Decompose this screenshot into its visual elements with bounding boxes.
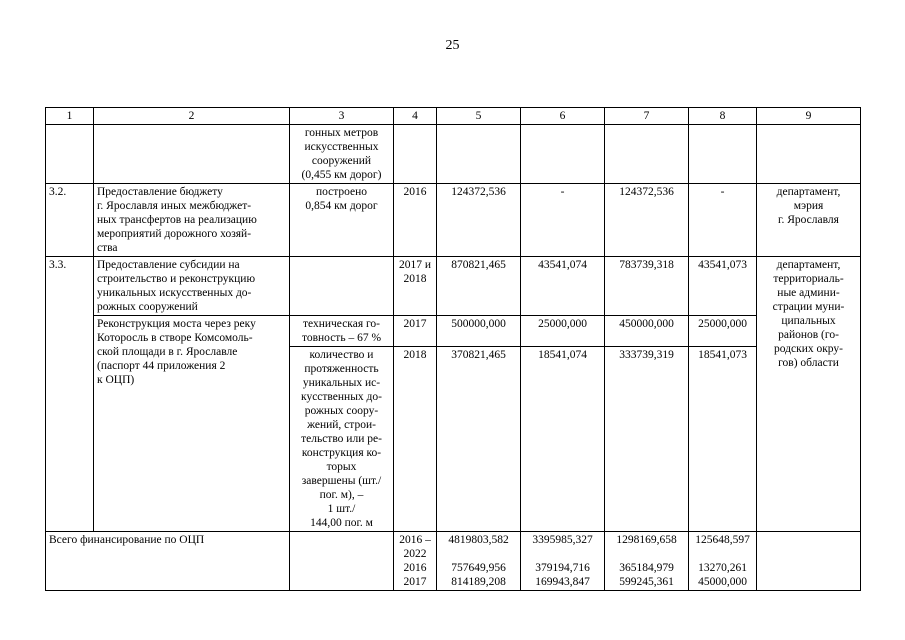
regional-cell: 124372,536 xyxy=(605,184,689,257)
total-cell: 124372,536 xyxy=(437,184,521,257)
page-number: 25 xyxy=(445,38,460,53)
total-cell: 500000,000 xyxy=(437,316,521,347)
header-cell: 5 xyxy=(437,108,521,125)
table-row xyxy=(46,257,861,316)
header-cell: 8 xyxy=(689,108,757,125)
year-cell: 2017 xyxy=(394,316,437,347)
table-row xyxy=(46,184,861,257)
local-cell: - xyxy=(689,184,757,257)
regional-cell: 1298169,658 365184,979 599245,361 xyxy=(605,532,689,591)
local-cell: 25000,000 xyxy=(689,316,757,347)
continuation-row xyxy=(46,125,861,184)
indicator-cell: построено 0,854 км дорог xyxy=(290,184,394,257)
total-cell: 4819803,582 757649,956 814189,208 xyxy=(437,532,521,591)
header-cell: 1 xyxy=(46,108,94,125)
federal-cell: 3395985,327 379194,716 169943,847 xyxy=(521,532,605,591)
federal-cell: 25000,000 xyxy=(521,316,605,347)
table-row xyxy=(46,316,861,347)
executor-cell: департамент, мэрия г. Ярославля xyxy=(757,184,861,257)
row-number: 3.3. xyxy=(46,257,94,316)
measure-name: Реконструкция моста через реку Которосль в створе Комсомоль- ской площади в г. Ярославле (паспорт 44 приложения 2 к ОЦП) xyxy=(94,316,290,532)
regional-cell: 450000,000 xyxy=(605,316,689,347)
total-row xyxy=(46,532,861,591)
header-cell: 4 xyxy=(394,108,437,125)
measure-name: Предоставление субсидии на строительство и реконструкцию уникальных искусственных до- рожных сооружений xyxy=(94,257,290,316)
federal-cell: - xyxy=(521,184,605,257)
total-cell: 870821,465 xyxy=(437,257,521,316)
federal-cell: 43541,074 xyxy=(521,257,605,316)
header-cell: 6 xyxy=(521,108,605,125)
local-cell: 43541,073 xyxy=(689,257,757,316)
year-cell: 2017 и 2018 xyxy=(394,257,437,316)
measure-name: Предоставление бюджету г. Ярославля иных межбюджет- ных трансфертов на реализацию мероприятий дорожного хозяй- ства xyxy=(94,184,290,257)
year-cell: 2016 – 2022 2016 2017 xyxy=(394,532,437,591)
local-cell: 125648,597 13270,261 45000,000 xyxy=(689,532,757,591)
federal-cell: 18541,074 xyxy=(521,347,605,532)
indicator-cell: техническая го- товность – 67 % xyxy=(290,316,394,347)
total-cell: 370821,465 xyxy=(437,347,521,532)
header-cell: 7 xyxy=(605,108,689,125)
year-cell: 2018 xyxy=(394,347,437,532)
indicator-cell: количество и протяженность уникальных ис- кусственных до- рожных соору- жений, строи- тельство или ре- конструкция ко- торых завершены (шт./ пог. м), – 1 шт./ 144,00 пог. м xyxy=(290,347,394,532)
executor-cell: департамент, территориаль- ные админи- страции муни- ципальных районов (го- родских окру- гов) области xyxy=(757,257,861,532)
indicator-cell: гонных метров искусственных сооружений (0,455 км дорог) xyxy=(290,125,394,184)
row-number: 3.2. xyxy=(46,184,94,257)
year-cell: 2016 xyxy=(394,184,437,257)
header-cell: 9 xyxy=(757,108,861,125)
total-label: Всего финансирование по ОЦП xyxy=(46,532,290,591)
header-row xyxy=(46,108,861,125)
local-cell: 18541,073 xyxy=(689,347,757,532)
regional-cell: 783739,318 xyxy=(605,257,689,316)
header-cell: 2 xyxy=(94,108,290,125)
header-cell: 3 xyxy=(290,108,394,125)
program-table xyxy=(45,107,861,591)
regional-cell: 333739,319 xyxy=(605,347,689,532)
